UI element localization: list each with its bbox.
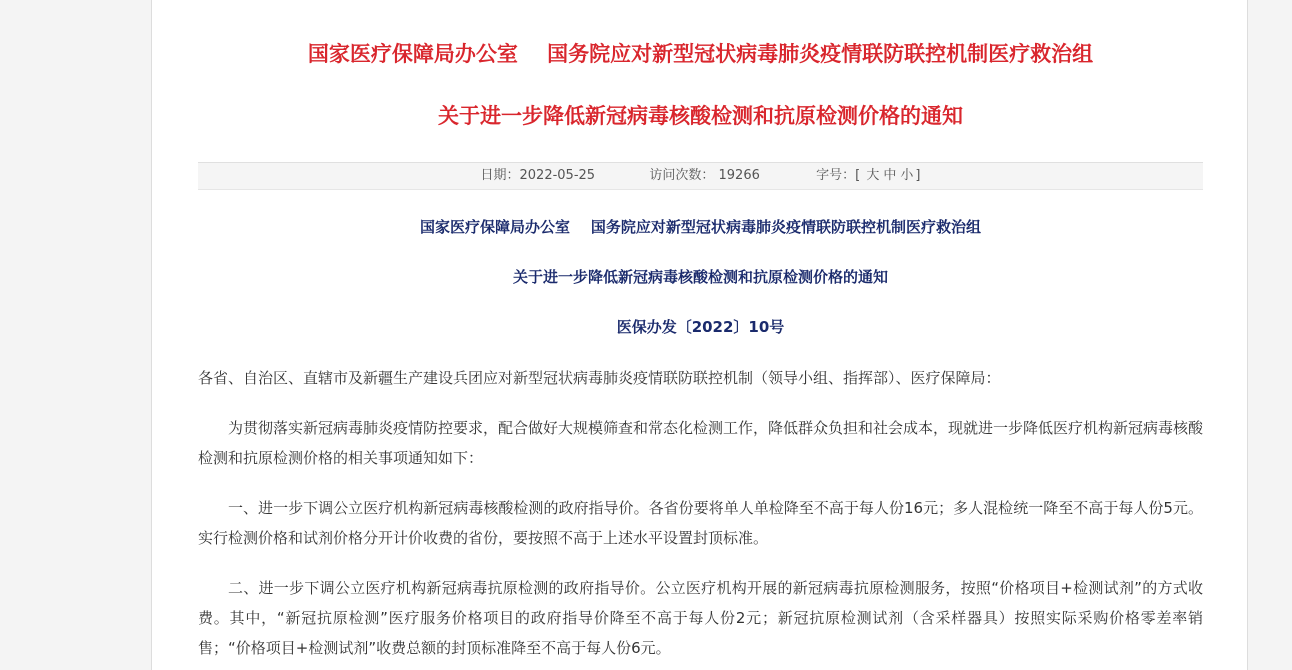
font-size-close-bracket: ] [915, 168, 921, 183]
font-size-label: 字号： [816, 168, 856, 183]
visits-count: 19266 [718, 168, 760, 183]
item-1-paragraph: 一、进一步下调公立医疗机构新冠病毒核酸检测的政府指导价。各省份要将单人单检降至不高于每人份16元；多人混检统一降至不高于每人份5元。实行检测价格和试剂价格分开计价收费的省份，要按照不高于上述水平设置封顶标准。 [198, 499, 1203, 547]
page-title: 关于进一步降低新冠病毒核酸检测和抗原检测价格的通知 [438, 104, 963, 128]
page-title-issuer: 国家医疗保障局办公室 国务院应对新型冠状病毒肺炎疫情联防联控机制医疗救治组 [307, 42, 1094, 66]
font-size-medium-link[interactable]: 中 [883, 168, 897, 183]
font-size-small-link[interactable]: 小 [900, 168, 914, 183]
article-meta-bar [198, 162, 1203, 190]
font-size-open-bracket: [ [855, 168, 861, 183]
article-issuer: 国家医疗保障局办公室 国务院应对新型冠状病毒肺炎疫情联防联控机制医疗救治组 [420, 218, 981, 236]
date-label: 日期： [480, 168, 520, 183]
font-size-large-link[interactable]: 大 [866, 168, 880, 183]
visits-label: 访问次数： [649, 168, 715, 183]
intro-paragraph: 为贯彻落实新冠病毒肺炎疫情防控要求，配合做好大规模筛查和常态化检测工作，降低群众负担和社会成本，现就进一步降低医疗机构新冠病毒核酸检测和抗原检测价格的相关事项通知如下： [198, 419, 1204, 467]
article-page [151, 0, 1248, 670]
article-title: 关于进一步降低新冠病毒核酸检测和抗原检测价格的通知 [512, 268, 888, 286]
item-2-paragraph: 二、进一步下调公立医疗机构新冠病毒抗原检测的政府指导价。公立医疗机构开展的新冠病毒抗原检测服务，按照“价格项目+检测试剂”的方式收费。其中，“新冠抗原检测”医疗服务价格项目的政府指导价降至不高于每人份2元；新冠抗原检测试剂（含采样器具）按照实际采购价格零差率销售；“价格项目+检测试剂”收费总额的封顶标准降至不高于每人份6元。 [198, 579, 1203, 657]
date-value: 2022-05-25 [519, 168, 596, 183]
salutation-paragraph: 各省、自治区、直辖市及新疆生产建设兵团应对新型冠状病毒肺炎疫情联防联控机制（领导小组、指挥部）、医疗保障局： [198, 369, 1001, 387]
document-number: 医保办发〔2022〕10号 [616, 318, 785, 336]
